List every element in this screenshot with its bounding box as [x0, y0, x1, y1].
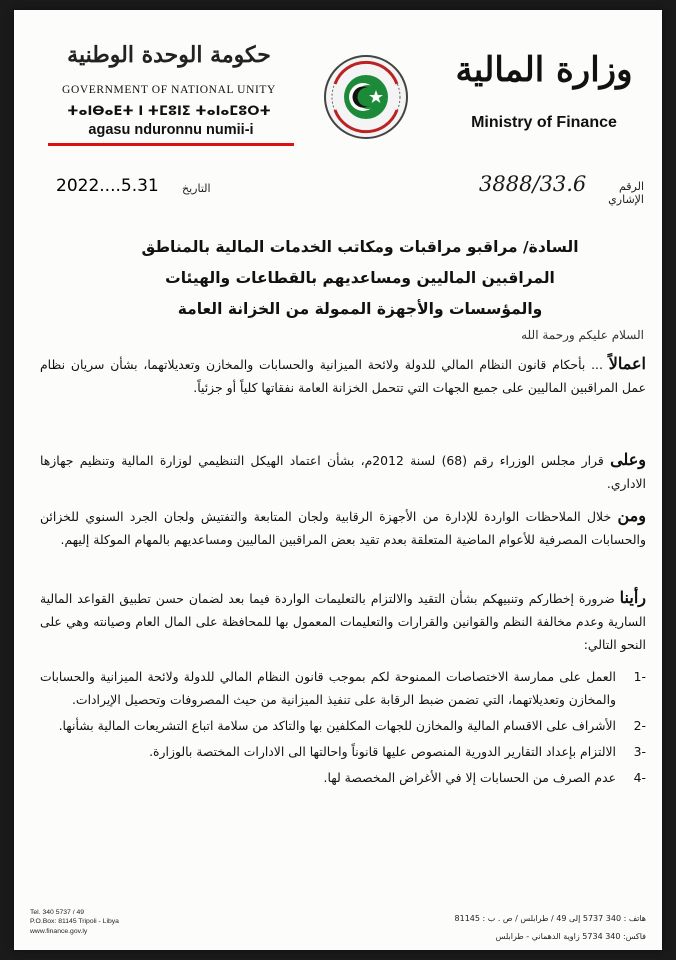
- list-item-number: -3: [633, 744, 646, 759]
- date-label: التاريخ: [182, 182, 211, 195]
- footer-contact-english: [30, 908, 240, 936]
- greeting: السلام عليكم ورحمة الله: [521, 328, 644, 342]
- addressee-line: والمؤسسات والأجهزة الممولة من الخزانة العامة: [177, 300, 543, 318]
- list-item: [40, 766, 646, 789]
- list-item-text: الالتزام بإعداد التقارير الدورية المنصوص عليها قانوناً واحالتها الى الادارات المختصة بالوزارة.: [149, 744, 616, 759]
- list-item-number: -1: [633, 669, 646, 684]
- instructions-list: [40, 665, 646, 792]
- paragraph-lead: ومن: [617, 506, 646, 525]
- date-value: 2022....5.31: [56, 176, 159, 196]
- reference-number-value: 3888/33.6: [479, 172, 587, 196]
- list-item-text: الأشراف على الاقسام المالية والمخازن للجهات المكلفين بها والتاكد من سلامة اتباع التشريعات المالية بشأنها.: [58, 718, 616, 733]
- footer-fax-arabic: فاكس: 340 5734 زاوية الدهماني - طرابلس: [495, 932, 646, 941]
- addressee-line: المراقبين الماليين ومساعديهم بالقطاعات والهيئات: [165, 269, 555, 287]
- paragraph-text: قرار مجلس الوزراء رقم (68) لسنة 2012م، بشأن اعتماد الهيكل التنظيمي لوزارة المالية وتنظيم جهازها الاداري.: [40, 453, 646, 491]
- list-item-text: عدم الصرف من الحسابات إلا في الأغراض المخصصة لها.: [323, 770, 616, 785]
- addressee-line: السادة/ مراقبو مراقبات ومكاتب الخدمات المالية بالمناطق: [141, 238, 579, 256]
- reference-row: [34, 170, 644, 206]
- list-item: [40, 665, 646, 711]
- list-item-text: العمل على ممارسة الاختصاصات الممنوحة لكم بموجب قانون النظام المالي للدولة ولائحة الميزانية والحسابات والمخازن وتعديلاتهما، التي تضمن ضبط الرقابة على تنفيذ الميزانية من حيث المصروفات وتحصيل الإيرادات.: [40, 669, 616, 707]
- paragraph-text: ضرورة إخطاركم وتنبيهكم بشأن التقيد والالتزام بالتعليمات الواردة فيما بعد لضمان حسن تطبيق القواعد المالية السارية وعدم مخالفة النظم والقوانين والقرارات والتعليمات المعمول بها للمحافظة على المال العام وصيانته وهي على النحو التالي:: [40, 591, 646, 652]
- paragraph-we-see: [40, 586, 646, 656]
- paragraph-pursuant: [40, 352, 646, 399]
- footer-phone-arabic: هاتف : 340 5737 إلى 49 / طرابلس / ص . ب : 81145: [454, 914, 646, 923]
- paragraph-lead: وعلى: [610, 450, 646, 469]
- footer-website-link[interactable]: www.finance.gov.ly: [30, 927, 88, 935]
- letter-page: [14, 10, 662, 950]
- list-item: [40, 740, 646, 763]
- government-english-title: GOVERNMENT OF NATIONAL UNITY: [62, 84, 276, 96]
- footer-contact-arabic: [404, 910, 646, 946]
- addressee-block: [74, 232, 646, 325]
- paragraph-through: [40, 504, 646, 551]
- paragraph-lead: اعمالاً: [608, 354, 646, 373]
- paragraph-text: خلال الملاحظات الواردة للإدارة من الأجهزة الرقابية ولجان المتابعة والتفتيش ولجان الجرد السنوي للخزائن والحسابات المصرفية للأعوام الماضية المتعلقة بعدم تقيد بعض المراقبين الماليين ومساعديهم بالمهام الموكلة إليهم.: [40, 509, 646, 547]
- list-item: [40, 714, 646, 737]
- footer-tel: Tel. 340 5737 / 49: [30, 909, 85, 916]
- libya-emblem-icon: [321, 50, 411, 144]
- paragraph-lead: رأينا: [619, 588, 646, 607]
- ministry-english-title: Ministry of Finance: [471, 114, 617, 131]
- government-tifinagh-title: ⵜⴰⵏⴱⴰⴹⵜ ⵏ ⵜⵎⵓⵏⵉ ⵜⴰⵏⴰⵎⵓⵔⵜ: [67, 104, 271, 119]
- ministry-arabic-title: وزارة المالية: [455, 50, 633, 90]
- paragraph-text: ... بأحكام قانون النظام المالي للدولة ولائحة الميزانية والحسابات والمخازن وتعديلاتهما، بشأن سريان نظام عمل المراقبين الماليين على جميع الجهات التي تتحمل الخزانة العامة نفقاتها كلياً أو جزئياً.: [40, 357, 646, 395]
- paragraph-and-on: [40, 448, 646, 495]
- list-item-number: -2: [633, 718, 646, 733]
- footer-pobox: P.O.Box: 81145 Tripoli - Libya: [30, 918, 119, 926]
- list-item-number: -4: [633, 770, 646, 785]
- reference-number-label: الرقم الإشاري: [608, 180, 644, 206]
- government-arabic-title: حكومة الوحدة الوطنية: [67, 42, 271, 68]
- government-amazigh-title: agasu nduronnu numii-i: [48, 122, 294, 146]
